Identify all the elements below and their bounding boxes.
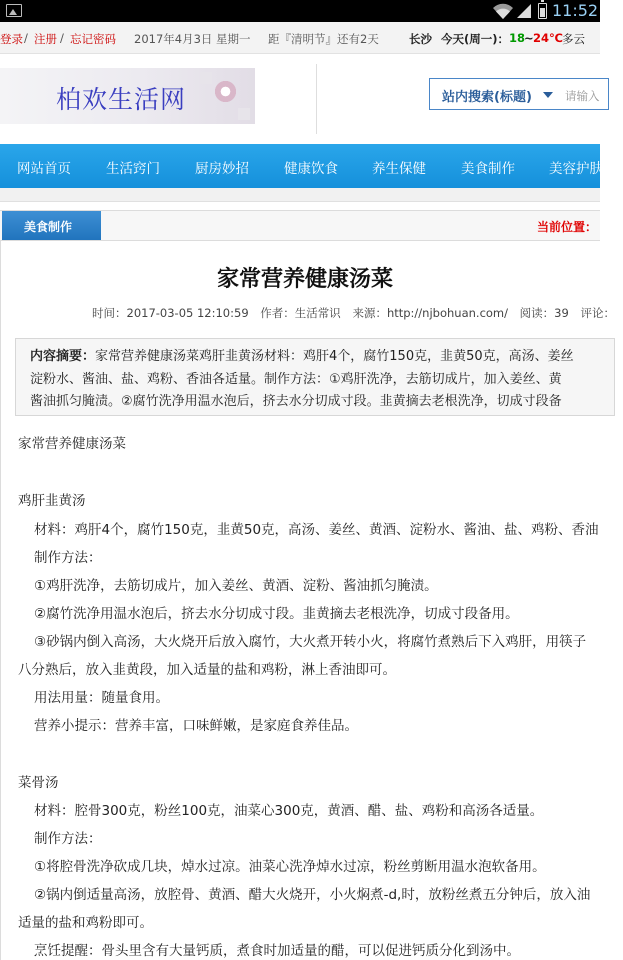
- article-summary: [15, 338, 615, 416]
- logo-decoration: [200, 72, 212, 84]
- status-bar: [0, 0, 600, 22]
- header-divider: [316, 64, 317, 134]
- holiday-countdown: 距『清明节』还有2天: [268, 32, 379, 46]
- nav-item-life-tips[interactable]: 生活窍门: [106, 161, 160, 177]
- paragraph: 制作方法：: [34, 831, 102, 847]
- nav-item-food-making[interactable]: 美食制作: [461, 161, 515, 177]
- author: 作者：生活常识: [260, 306, 341, 320]
- wifi-icon: [491, 2, 515, 20]
- nav-item-beauty-skincare[interactable]: 美容护肤: [549, 161, 603, 177]
- register-link[interactable]: 注册: [34, 32, 57, 46]
- publish-time: 时间：2017-03-05 12:10:59: [92, 306, 249, 320]
- weather-condition: 多云: [562, 32, 585, 46]
- breadcrumb: [0, 210, 600, 241]
- nav-item-healthy-diet[interactable]: 健康饮食: [284, 161, 338, 177]
- chevron-down-icon: [543, 92, 553, 98]
- paragraph: 八分熟后，放入韭黄段，加入适量的盐和鸡粉，淋上香油即可。: [18, 662, 396, 678]
- paragraph: 适量的盐和鸡粉即可。: [18, 915, 153, 931]
- summary-line: 家常营养健康汤菜鸡肝韭黄汤材料：鸡肝4个，腐竹150克，韭黄50克，高汤、姜丝: [95, 349, 574, 364]
- search-input[interactable]: 请输入: [559, 78, 609, 110]
- paragraph: 用法用量：随量食用。: [34, 690, 169, 706]
- recipe-title: 菜骨汤: [18, 775, 59, 791]
- battery-icon: [538, 3, 547, 19]
- source: 来源：http://njbohuan.com/: [352, 306, 509, 320]
- summary-line: 淀粉水、酱油、盐、鸡粉、香油各适量。制作方法：①鸡肝洗净，去筋切成片，加入姜丝、黄: [30, 371, 562, 387]
- paragraph: 营养小提示：营养丰富，口味鲜嫩，是家庭食养佳品。: [34, 718, 358, 734]
- read-count: 阅读：39: [519, 306, 569, 320]
- current-date: 2017年4月3日 星期一: [134, 32, 251, 46]
- paragraph: ②腐竹洗净用温水泡后，挤去水分切成寸段。韭黄摘去老根洗净，切成寸段备用。: [34, 606, 519, 622]
- nav-bottom-strip: [0, 188, 600, 202]
- paragraph: ②锅内倒适量高汤，放腔骨、黄酒、醋大火烧开，小火焖煮-d,时，放粉丝煮五分钟后，放入油: [34, 887, 591, 903]
- forgot-password-link[interactable]: 忘记密码: [70, 32, 116, 46]
- nav-item-health-care[interactable]: 养生保健: [372, 161, 426, 177]
- temp-low: 18: [509, 31, 526, 45]
- site-logo[interactable]: [0, 68, 255, 124]
- article-meta: [92, 305, 623, 321]
- paragraph: ③砂锅内倒入高汤，大火烧开后放入腐竹，大火煮开转小火，将腐竹煮熟后下入鸡肝，用筷子: [34, 634, 587, 650]
- logo-decoration: [238, 108, 250, 120]
- search-scope-select[interactable]: [429, 78, 560, 110]
- search-scope-label: 站内搜索(标题): [442, 90, 532, 105]
- paragraph: 制作方法：: [34, 550, 102, 566]
- separator: /: [60, 31, 64, 45]
- weather-city: 长沙: [409, 32, 432, 46]
- summary-line: 酱油抓匀腌渍。②腐竹洗净用温水泡后，挤去水分切成寸段。韭黄摘去老根洗净，切成寸段备: [30, 394, 562, 409]
- site-header: [0, 54, 600, 144]
- nav-item-kitchen-tips[interactable]: 厨房妙招: [195, 161, 249, 177]
- article-title: 家常营养健康汤菜: [216, 267, 393, 292]
- summary-label: 内容摘要：: [30, 349, 96, 364]
- separator: /: [24, 31, 28, 45]
- article: [0, 241, 615, 960]
- gallery-notification-icon: [6, 4, 22, 17]
- top-info-bar: [0, 22, 600, 54]
- recipe-title: 鸡肝韭黄汤: [18, 493, 86, 509]
- clock: 11:52: [552, 1, 599, 20]
- comment-count: 评论：: [580, 306, 615, 320]
- temp-separator: ~: [524, 31, 534, 45]
- nav-item-home[interactable]: 网站首页: [17, 161, 71, 177]
- flower-icon: [212, 78, 242, 108]
- paragraph: 烹饪提醒：骨头里含有大量钙质，煮食时加适量的醋，可以促进钙质分化到汤中。: [34, 943, 520, 959]
- signal-icon: [516, 3, 532, 19]
- login-link[interactable]: 登录: [0, 32, 23, 46]
- category-tab[interactable]: 美食制作: [2, 211, 101, 240]
- paragraph: 材料：鸡肝4个，腐竹150克，韭黄50克，高汤、姜丝、黄酒、淀粉水、酱油、盐、鸡粉、香油: [34, 522, 599, 538]
- current-location: 当前位置：: [537, 220, 598, 234]
- logo-text: 柏欢生活网: [56, 85, 187, 114]
- paragraph: ①将腔骨洗净砍成几块，焯水过凉。油菜心洗净焯水过凉，粉丝剪断用温水泡软备用。: [34, 859, 546, 875]
- body-heading: 家常营养健康汤菜: [18, 436, 126, 452]
- temp-high: 24℃: [533, 31, 563, 45]
- paragraph: ①鸡肝洗净，去筋切成片，加入姜丝、黄酒、淀粉、酱油抓匀腌渍。: [34, 578, 438, 594]
- weather-today: 今天(周一)：: [441, 32, 510, 46]
- main-nav: [0, 144, 603, 188]
- paragraph: 材料：腔骨300克，粉丝100克，油菜心300克，黄酒、醋、盐、鸡粉和高汤各适量。: [34, 803, 544, 819]
